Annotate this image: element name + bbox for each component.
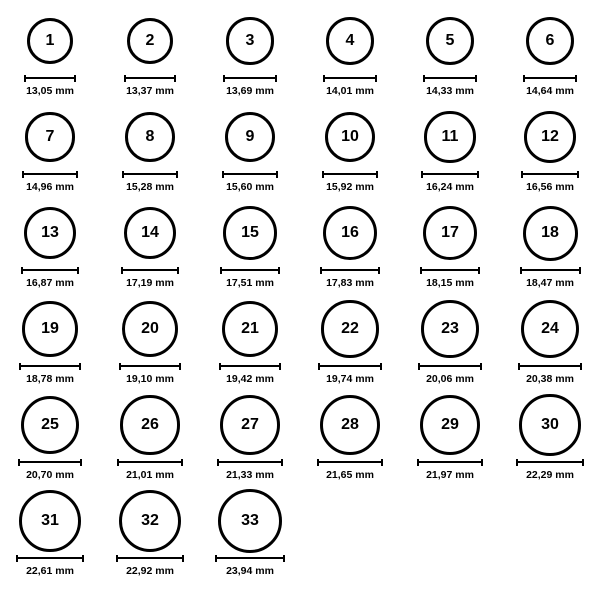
diameter-measure-bar: [18, 458, 83, 466]
diameter-mm-label: 15,28 mm: [126, 181, 174, 193]
ring-circle-wrap: [22, 296, 78, 362]
diameter-measure-bar: [21, 266, 79, 274]
diameter-measure-bar: [119, 362, 181, 370]
measure-line-icon: [516, 459, 583, 466]
measure-line-icon: [217, 459, 283, 466]
ring-circle-wrap: [125, 104, 175, 170]
measure-line-icon: [219, 363, 282, 370]
ring-size-label: 3: [245, 32, 255, 49]
measure-line-icon: [518, 363, 582, 370]
ring-circle-wrap: [218, 488, 282, 554]
ring-cell-32: [100, 488, 200, 584]
ring-cell-5: [400, 8, 500, 104]
measure-line-icon: [418, 363, 482, 370]
ring-circle-icon: [526, 17, 575, 66]
ring-circle-icon: [421, 300, 479, 358]
ring-cell-22: [300, 296, 400, 392]
diameter-mm-label: 22,92 mm: [126, 565, 174, 577]
diameter-mm-label: 14,01 mm: [326, 85, 374, 97]
ring-size-label: 27: [241, 416, 259, 433]
diameter-measure-bar: [318, 362, 381, 370]
diameter-measure-bar: [520, 266, 581, 274]
measure-line-icon: [417, 459, 484, 466]
ring-circle-wrap: [25, 104, 74, 170]
diameter-mm-label: 20,06 mm: [426, 373, 474, 385]
ring-cell-10: [300, 104, 400, 200]
diameter-measure-bar: [116, 554, 184, 562]
diameter-mm-label: 13,05 mm: [26, 85, 74, 97]
ring-circle-icon: [519, 394, 580, 455]
ring-cell-15: [200, 200, 300, 296]
measure-line-icon: [317, 459, 383, 466]
ring-cell-18: [500, 200, 600, 296]
diameter-mm-label: 17,83 mm: [326, 277, 374, 289]
measure-line-icon: [121, 267, 180, 274]
ring-cell-28: [300, 392, 400, 488]
ring-circle-wrap: [24, 200, 76, 266]
ring-circle-wrap: [122, 296, 178, 362]
diameter-measure-bar: [124, 74, 177, 82]
ring-cell-23: [400, 296, 500, 392]
ring-size-label: 4: [345, 32, 355, 49]
diameter-mm-label: 20,38 mm: [526, 373, 574, 385]
diameter-mm-label: 21,01 mm: [126, 469, 174, 481]
diameter-measure-bar: [323, 74, 377, 82]
ring-size-label: 15: [241, 223, 259, 241]
ring-circle-icon: [27, 18, 73, 64]
ring-circle-icon: [220, 395, 280, 455]
ring-circle-icon: [122, 301, 178, 357]
ring-size-label: 8: [145, 128, 155, 145]
ring-circle-wrap: [326, 8, 374, 74]
ring-size-label: 18: [541, 224, 559, 241]
ring-circle-icon: [127, 18, 174, 65]
ring-cell-2: [100, 8, 200, 104]
ring-circle-icon: [326, 17, 374, 65]
measure-line-icon: [124, 75, 177, 82]
diameter-mm-label: 14,33 mm: [426, 85, 474, 97]
diameter-measure-bar: [417, 458, 484, 466]
diameter-measure-bar: [521, 170, 579, 178]
ring-size-label: 33: [241, 512, 259, 529]
ring-cell-7: [0, 104, 100, 200]
ring-cell-8: [100, 104, 200, 200]
ring-circle-icon: [119, 490, 181, 552]
diameter-measure-bar: [320, 266, 380, 274]
ring-cell-14: [100, 200, 200, 296]
diameter-measure-bar: [322, 170, 379, 178]
ring-circle-wrap: [27, 8, 73, 74]
measure-line-icon: [122, 171, 178, 178]
diameter-mm-label: 18,15 mm: [426, 277, 474, 289]
diameter-mm-label: 13,69 mm: [226, 85, 274, 97]
diameter-measure-bar: [220, 266, 279, 274]
ring-circle-wrap: [21, 392, 80, 458]
diameter-measure-bar: [22, 170, 77, 178]
diameter-measure-bar: [418, 362, 482, 370]
measure-line-icon: [19, 363, 81, 370]
diameter-measure-bar: [222, 170, 278, 178]
ring-circle-wrap: [526, 8, 575, 74]
measure-line-icon: [523, 75, 578, 82]
diameter-mm-label: 22,29 mm: [526, 469, 574, 481]
ring-size-label: 12: [541, 127, 559, 145]
ring-circle-wrap: [424, 104, 475, 170]
ring-size-label: 16: [341, 223, 359, 241]
ring-circle-icon: [523, 206, 578, 261]
ring-circle-wrap: [325, 104, 376, 170]
ring-circle-icon: [25, 112, 74, 161]
measure-line-icon: [521, 171, 579, 178]
ring-cell-29: [400, 392, 500, 488]
ring-circle-icon: [226, 17, 273, 64]
ring-cell-12: [500, 104, 600, 200]
diameter-mm-label: 13,37 mm: [126, 85, 174, 97]
ring-circle-icon: [524, 111, 576, 163]
ring-cell-26: [100, 392, 200, 488]
measure-line-icon: [323, 75, 377, 82]
ring-size-label: 17: [441, 223, 459, 241]
ring-size-label: 29: [441, 416, 459, 433]
diameter-measure-bar: [24, 74, 76, 82]
ring-cell-16: [300, 200, 400, 296]
ring-circle-wrap: [226, 8, 273, 74]
diameter-measure-bar: [19, 362, 81, 370]
measure-line-icon: [318, 363, 381, 370]
ring-circle-icon: [124, 207, 177, 260]
measure-line-icon: [322, 171, 379, 178]
ring-cell-9: [200, 104, 300, 200]
ring-size-label: 2: [145, 32, 155, 49]
diameter-mm-label: 16,24 mm: [426, 181, 474, 193]
measure-line-icon: [21, 267, 79, 274]
diameter-mm-label: 17,51 mm: [226, 277, 274, 289]
diameter-mm-label: 18,47 mm: [526, 277, 574, 289]
ring-size-label: 14: [141, 223, 159, 241]
ring-circle-icon: [24, 207, 76, 259]
diameter-measure-bar: [117, 458, 182, 466]
diameter-measure-bar: [523, 74, 578, 82]
ring-circle-wrap: [423, 200, 477, 266]
ring-circle-wrap: [320, 392, 380, 458]
ring-circle-icon: [426, 17, 474, 65]
chart-row: [0, 200, 600, 296]
ring-cell-25: [0, 392, 100, 488]
measure-line-icon: [117, 459, 182, 466]
measure-line-icon: [16, 555, 84, 562]
diameter-mm-label: 21,65 mm: [326, 469, 374, 481]
ring-circle-icon: [521, 300, 579, 358]
measure-line-icon: [420, 267, 480, 274]
ring-size-label: 5: [445, 32, 455, 49]
ring-cell-19: [0, 296, 100, 392]
diameter-measure-bar: [217, 458, 283, 466]
ring-circle-icon: [424, 111, 475, 162]
ring-circle-icon: [420, 395, 481, 456]
ring-size-label: 10: [341, 128, 359, 145]
ring-circle-wrap: [323, 200, 377, 266]
ring-circle-wrap: [420, 392, 481, 458]
ring-circle-wrap: [521, 296, 579, 362]
ring-circle-wrap: [124, 200, 177, 266]
ring-size-label: 30: [541, 415, 559, 433]
ring-cell-30: [500, 392, 600, 488]
diameter-mm-label: 21,97 mm: [426, 469, 474, 481]
ring-circle-icon: [320, 395, 380, 455]
measure-line-icon: [423, 75, 477, 82]
ring-circle-wrap: [421, 296, 479, 362]
ring-cell-17: [400, 200, 500, 296]
diameter-mm-label: 21,33 mm: [226, 469, 274, 481]
ring-circle-icon: [223, 206, 276, 259]
measure-line-icon: [116, 555, 184, 562]
diameter-mm-label: 17,19 mm: [126, 277, 174, 289]
measure-line-icon: [119, 363, 181, 370]
diameter-measure-bar: [317, 458, 383, 466]
ring-circle-icon: [120, 395, 179, 454]
ring-size-label: 13: [41, 223, 59, 241]
ring-cell-33: [200, 488, 300, 584]
ring-circle-icon: [225, 112, 275, 162]
diameter-mm-label: 14,64 mm: [526, 85, 574, 97]
diameter-mm-label: 16,56 mm: [526, 181, 574, 193]
ring-circle-icon: [19, 490, 81, 552]
measure-line-icon: [222, 171, 278, 178]
ring-cell-6: [500, 8, 600, 104]
measure-line-icon: [18, 459, 83, 466]
ring-cell-27: [200, 392, 300, 488]
ring-circle-icon: [218, 489, 282, 553]
ring-circle-wrap: [519, 392, 580, 458]
diameter-mm-label: 18,78 mm: [26, 373, 74, 385]
ring-cell-1: [0, 8, 100, 104]
ring-cell-13: [0, 200, 100, 296]
ring-cell-3: [200, 8, 300, 104]
diameter-mm-label: 14,96 mm: [26, 181, 74, 193]
ring-size-label: 31: [41, 511, 59, 529]
diameter-measure-bar: [122, 170, 178, 178]
ring-size-label: 26: [141, 416, 159, 433]
diameter-mm-label: 22,61 mm: [26, 565, 74, 577]
ring-size-label: 9: [245, 128, 255, 145]
ring-circle-icon: [323, 206, 377, 260]
ring-size-label: 21: [241, 320, 259, 337]
ring-circle-wrap: [321, 296, 378, 362]
diameter-mm-label: 16,87 mm: [26, 277, 74, 289]
measure-line-icon: [220, 267, 279, 274]
ring-circle-icon: [321, 300, 378, 357]
diameter-measure-bar: [420, 266, 480, 274]
chart-row: [0, 392, 600, 488]
diameter-mm-label: 19,10 mm: [126, 373, 174, 385]
diameter-measure-bar: [121, 266, 180, 274]
ring-size-label: 23: [441, 320, 459, 337]
ring-size-label: 32: [141, 511, 159, 529]
ring-cell-11: [400, 104, 500, 200]
measure-line-icon: [421, 171, 478, 178]
ring-size-label: 11: [441, 127, 459, 145]
chart-row: [0, 296, 600, 392]
diameter-measure-bar: [215, 554, 285, 562]
ring-size-label: 19: [41, 320, 59, 337]
ring-circle-wrap: [225, 104, 275, 170]
chart-row: [0, 104, 600, 200]
ring-size-label: 1: [45, 32, 55, 49]
ring-size-label: 6: [545, 32, 555, 49]
chart-row: [0, 8, 600, 104]
ring-circle-icon: [325, 112, 376, 163]
ring-size-label: 20: [141, 320, 159, 337]
ring-circle-wrap: [120, 392, 179, 458]
ring-circle-wrap: [523, 200, 578, 266]
measure-line-icon: [215, 555, 285, 562]
ring-cell-4: [300, 8, 400, 104]
ring-circle-wrap: [220, 392, 280, 458]
diameter-measure-bar: [421, 170, 478, 178]
ring-size-label: 24: [541, 320, 559, 337]
ring-size-label: 25: [41, 416, 59, 433]
ring-circle-wrap: [222, 296, 279, 362]
ring-circle-wrap: [223, 200, 276, 266]
diameter-measure-bar: [423, 74, 477, 82]
diameter-mm-label: 15,60 mm: [226, 181, 274, 193]
diameter-mm-label: 15,92 mm: [326, 181, 374, 193]
measure-line-icon: [22, 171, 77, 178]
measure-line-icon: [520, 267, 581, 274]
ring-size-label: 7: [45, 128, 55, 145]
ring-cell-24: [500, 296, 600, 392]
ring-circle-wrap: [119, 488, 181, 554]
ring-cell-20: [100, 296, 200, 392]
ring-cell-21: [200, 296, 300, 392]
ring-size-label: 28: [341, 416, 359, 433]
ring-circle-wrap: [426, 8, 474, 74]
diameter-measure-bar: [516, 458, 583, 466]
ring-circle-icon: [423, 206, 477, 260]
ring-cell-31: [0, 488, 100, 584]
measure-line-icon: [223, 75, 276, 82]
ring-size-label: 22: [341, 320, 359, 337]
ring-circle-icon: [21, 396, 80, 455]
diameter-mm-label: 20,70 mm: [26, 469, 74, 481]
diameter-measure-bar: [219, 362, 282, 370]
diameter-measure-bar: [223, 74, 276, 82]
diameter-measure-bar: [518, 362, 582, 370]
diameter-mm-label: 19,74 mm: [326, 373, 374, 385]
ring-circle-wrap: [127, 8, 174, 74]
diameter-mm-label: 19,42 mm: [226, 373, 274, 385]
diameter-measure-bar: [16, 554, 84, 562]
measure-line-icon: [320, 267, 380, 274]
ring-circle-icon: [22, 301, 78, 357]
ring-circle-icon: [125, 112, 175, 162]
chart-row: [0, 488, 600, 584]
ring-circle-wrap: [524, 104, 576, 170]
ring-circle-icon: [222, 301, 279, 358]
diameter-mm-label: 23,94 mm: [226, 565, 274, 577]
ring-circle-wrap: [19, 488, 81, 554]
measure-line-icon: [24, 75, 76, 82]
